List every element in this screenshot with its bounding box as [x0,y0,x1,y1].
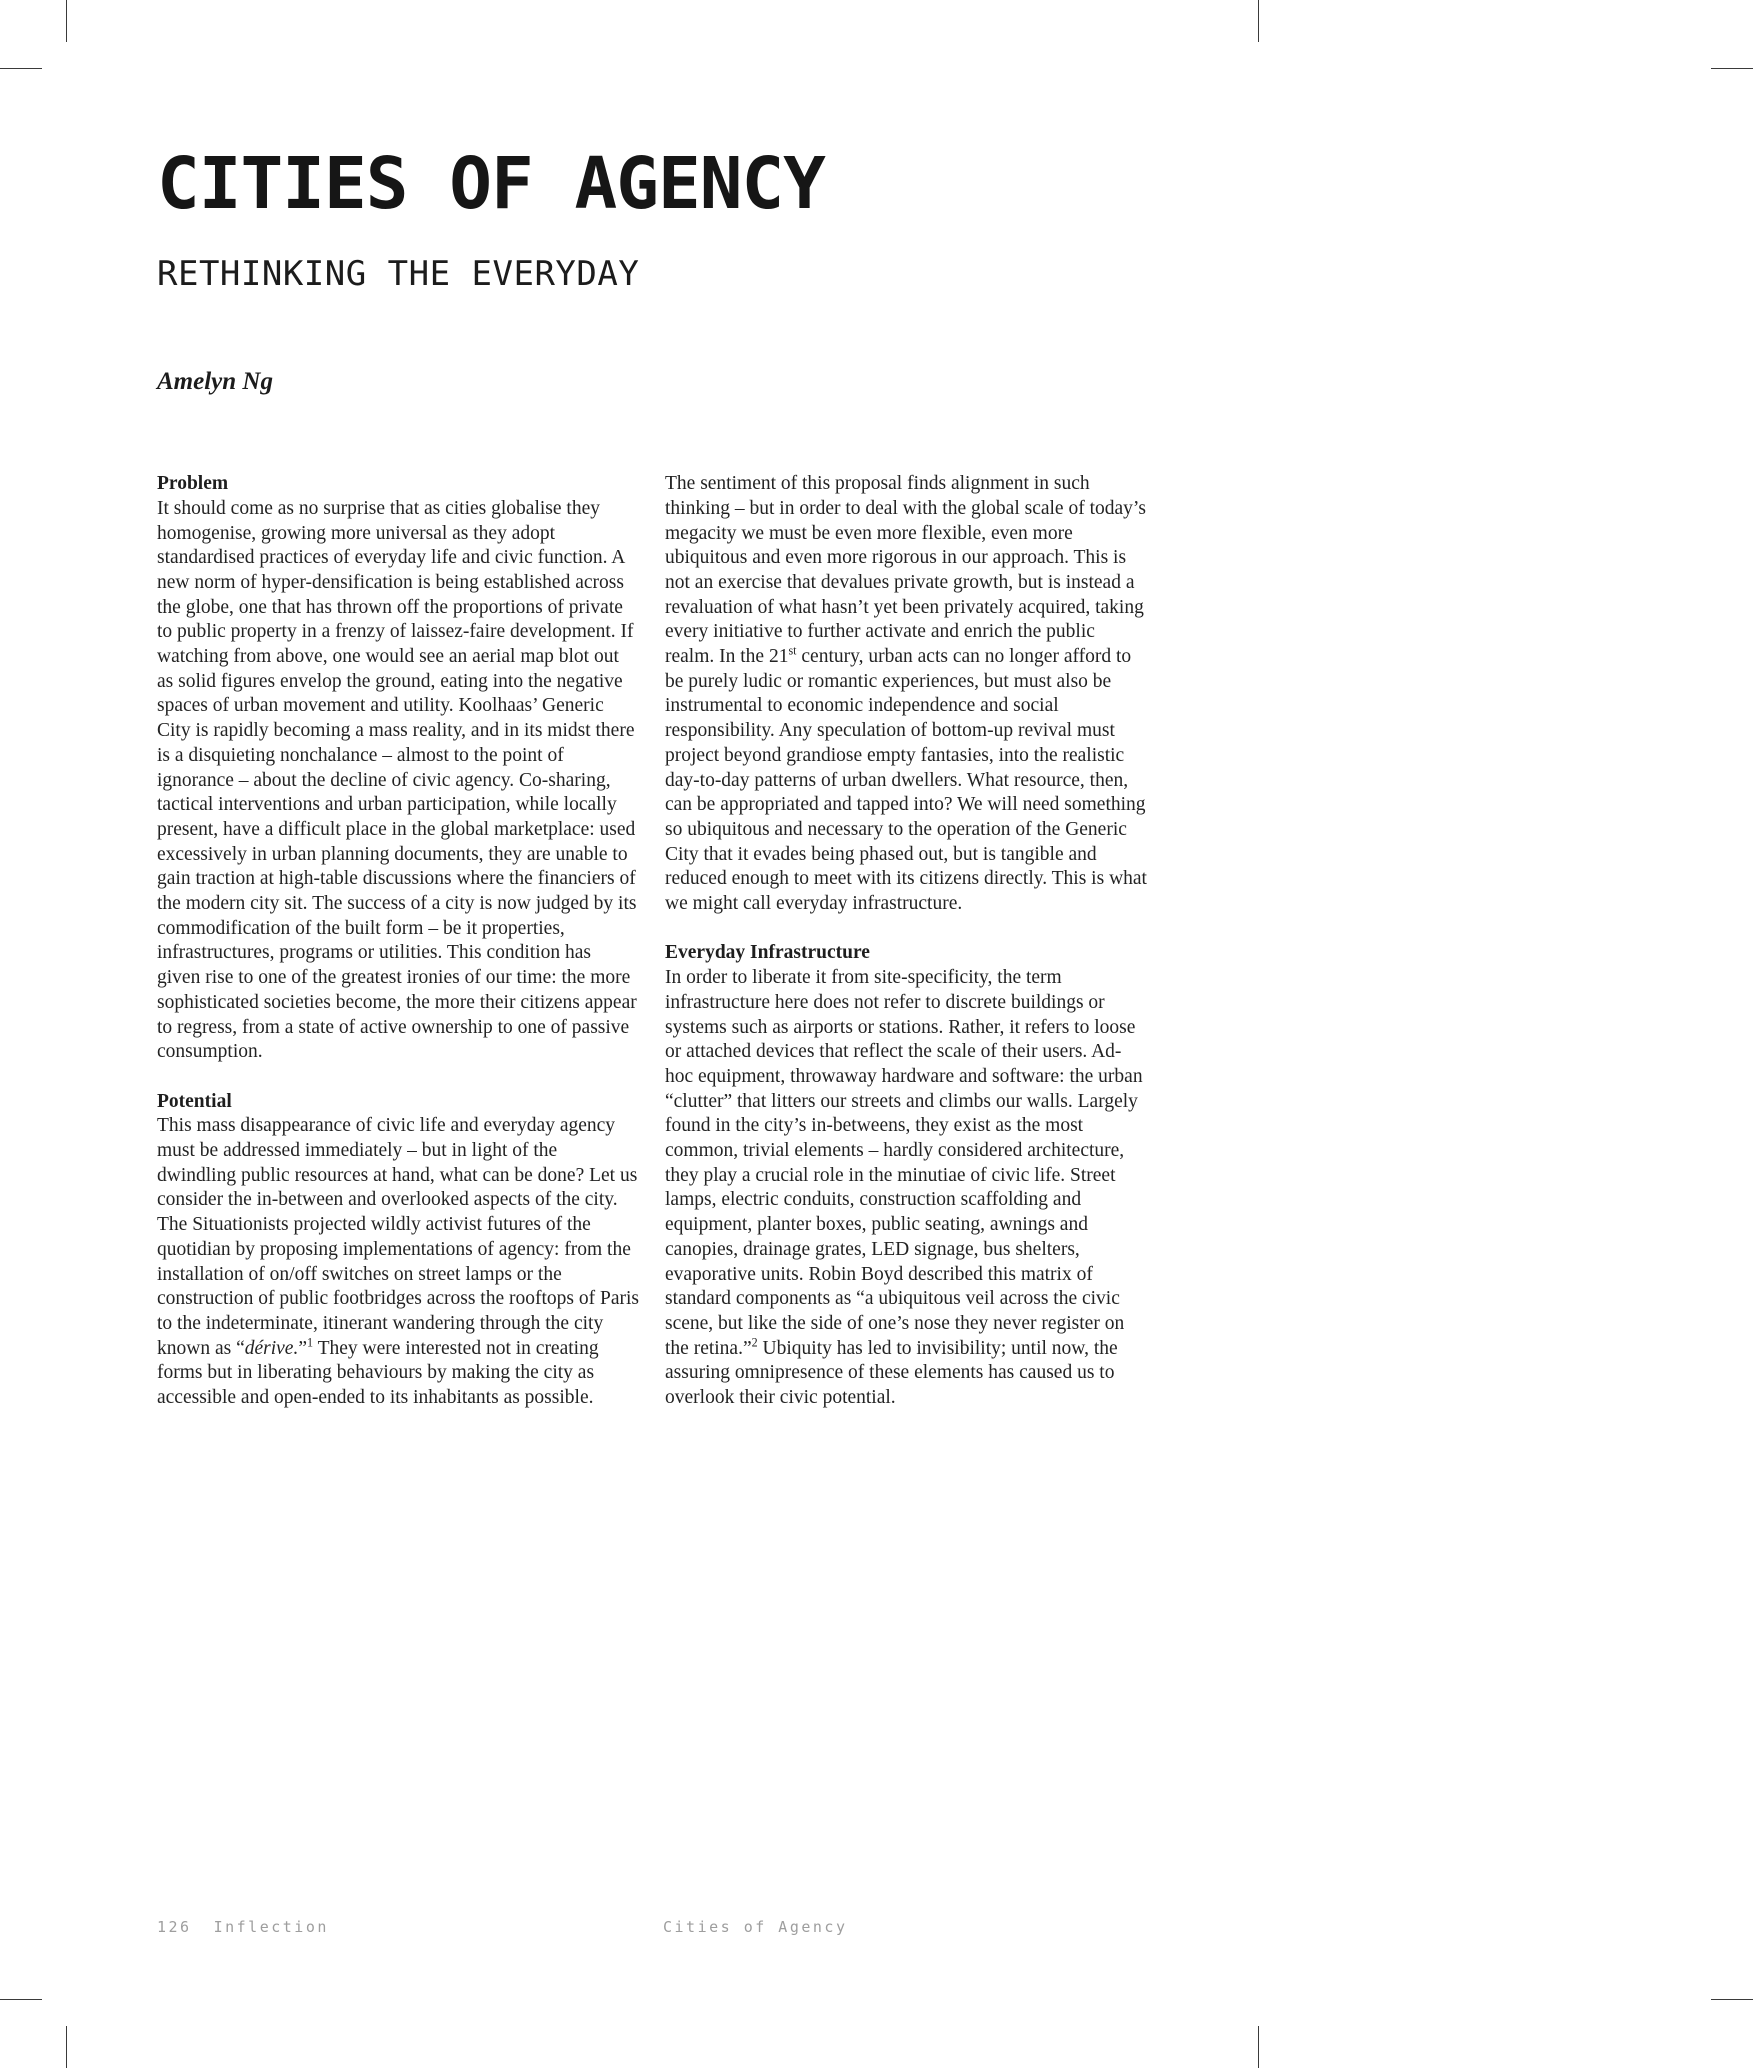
section-heading-everyday-infrastructure: Everyday Infrastructure [665,942,870,964]
crop-mark-top-left-vertical [66,0,67,42]
author-name: Amelyn Ng [157,368,273,396]
two-column-body [157,472,1147,1411]
section-paragraph-everyday-infrastructure: In order to liberate it from site-specificity, the term infrastructure here does not refer to discrete buildings or systems such as airports or stations. Rather, it refers to loose or attached devices that reflect the scale of their users. Ad-hoc equipment, throwaway hardware and software: the urban “clutter” that litters our streets and climbs our walls. Largely found in the city’s in-betweens, they exist as the most common, trivial elements – hardly considered architecture, they play a crucial role in the minutiae of civic life. Street lamps, electric conduits, construction scaffolding and equipment, planter boxes, public seating, awnings and canopies, drainage grates, LED signage, bus shelters, evaporative units. Robin Boyd described this matrix of standard components as “a ubiquitous veil across the civic scene, but like the side of one’s nose they never register on the retina.”$^2$ Ubiquity has led to invisibility; until now, the assuring omnipresence of these elements has caused us to overlook their civic potential. [665,967,1143,1409]
article-title: CITIES OF AGENCY [157,142,825,225]
continuation-paragraph: The sentiment of this proposal finds alignment in such thinking – but in order to deal with the global scale of today’s megacity we must be even more flexible, even more ubiquitous and even more rigorous in our approach. This is not an exercise that devalues private growth, but is instead a revaluation of what hasn’t yet been privately acquired, taking every initiative to further activate and enrich the public realm. In the 21st century, urban acts can no longer afford to be purely ludic or romantic experiences, but must also be instrumental to economic independence and social responsibility. Any speculation of bottom-up revival must project beyond grandiose empty fantasies, into the realistic day-to-day patterns of urban dwellers. What resource, then, can be appropriated and tapped into? We will need something so ubiquitous and necessary to the operation of the Generic City that it evades being phased out, but is tangible and reduced enough to meet with its citizens directly. This is what we might call everyday infrastructure. [665,473,1147,915]
right-column [665,472,1147,1411]
footer-right [663,1918,848,1936]
section-heading-problem: Problem [157,473,229,495]
crop-mark-bottom-right-horizontal [1711,1999,1753,2000]
page-number: 126 [157,1918,192,1936]
footer-left [157,1918,329,1936]
section-paragraph-potential: This mass disappearance of civic life and everyday agency must be addressed immediately – but in light of the dwindling public resources at hand, what can be done? Let us consider the in-between and overlooked aspects of the city. The Situationists projected wildly activist futures of the quotidian by proposing implementations of agency: from the installation of on/off switches on street lamps or the construction of public footbridges across the rooftops of Paris to the indeterminate, itinerant wandering through the city known as “dérive.”$^1$ They were interested not in creating forms but in liberating behaviours by making the city as accessible and open-ended to its inhabitants as possible. [157,1115,639,1409]
crop-mark-bottom-left-horizontal [0,1999,42,2000]
journal-name: Inflection [213,1918,329,1936]
article-content [157,0,1147,1411]
section-paragraph-problem: It should come as no surprise that as cities globalise they homogenise, growing more universal as they adopt standardised practices of everyday life and civic function. A new norm of hyper-densification is being established across the globe, one that has thrown off the proportions of private to public property in a frenzy of laissez-faire development. If watching from above, one would see an aerial map blot out as solid figures envelop the ground, eating into the negative spaces of urban movement and utility. Koolhaas’ Generic City is rapidly becoming a mass reality, and in its midst there is a disquieting nonchalance – almost to the point of ignorance – about the decline of civic agency. Co-sharing, tactical interventions and urban participation, while locally present, have a difficult place in the global marketplace: used excessively in urban planning documents, they are unable to gain traction at high-table discussions where the financiers of the modern city sit. The success of a city is now judged by its commodification of the built form – be it properties, infrastructures, programs or utilities. This condition has given rise to one of the greatest ironies of our time: the more sophisticated societies become, the more their citizens appear to regress, from a state of active ownership to one of passive consumption. [157,497,637,1063]
crop-mark-top-right-horizontal [1711,68,1753,69]
left-column [157,472,639,1411]
crop-mark-top-right-vertical [1258,0,1259,42]
crop-mark-top-left-horizontal [0,68,42,69]
section-heading-potential: Potential [157,1090,232,1112]
running-title: Cities of Agency [663,1918,848,1936]
crop-mark-bottom-left-vertical [66,2026,67,2068]
article-subtitle: RETHINKING THE EVERYDAY [157,254,640,294]
crop-mark-bottom-right-vertical [1258,2026,1259,2068]
